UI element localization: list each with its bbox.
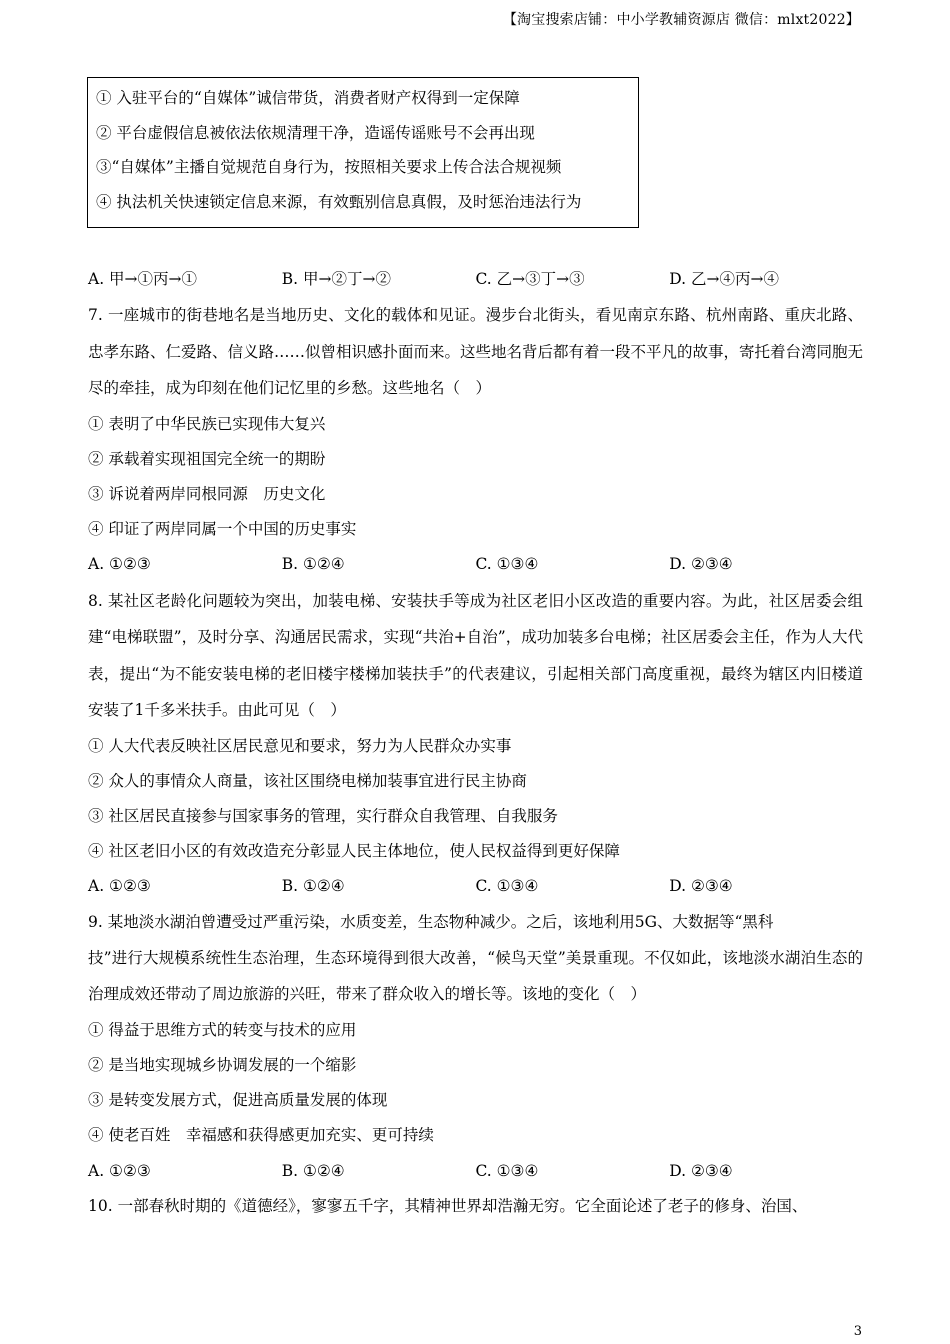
q9-stem: 技”进行大规模系统性生态治理，生态环境得到很大改善，“候鸟天堂”美景重现。不仅如此，该地淡水湖泊生态的治理成效还带动了周边旅游的兴旺，带来了群众收入的增长等。该地的变化（ ） — [88, 948, 863, 1004]
q8-item: ③ 社区居民直接参与国家事务的管理，实行群众自我管理、自我服务 — [88, 807, 558, 825]
q7-stem: 7. 一座城市的街巷地名是当地历史、文化的载体和见证。漫步台北街头，看见南京东路、杭州南路、重庆北路、忠孝东路、仁爱路、信义路……似曾相识感扑面而来。这些地名背后都有着一段不平凡的故事，寄托着台湾同胞无尽的牵挂，成为印刻在他们记忆里的乡愁。这些地名（ ） — [88, 306, 864, 398]
q9-item: ④ 使老百姓 幸福感和获得感更加充实、更可持续 — [88, 1126, 434, 1145]
box-item: ④ 执法机关快速锁定信息来源，有效甄别信息真假，及时惩治违法行为 — [96, 192, 582, 211]
q7-item: ① 表明了中华民族已实现伟大复兴 — [88, 414, 326, 433]
q7-option-b[interactable]: B. ①②④ — [281, 555, 345, 574]
material-box — [87, 77, 639, 228]
q9-option-c[interactable]: C. ①③④ — [475, 1161, 539, 1180]
question-content — [88, 262, 863, 1224]
q7-item: ② 承载着实现祖国完全统一的期盼 — [88, 449, 326, 468]
q8-stem: 8. 某社区老龄化问题较为突出，加装电梯、安装扶手等成为社区老旧小区改造的重要内容。为此，社区居委会组建“电梯联盟”，及时分享、沟通居民需求，实现“共治+自治”，成功加装多台电梯；社区居委会主任，作为人大代表，提出“为不能安装电梯的老旧楼宇楼梯加装扶手”的代表建议，引起相关部门高度重视，最终为辖区内旧楼道安装了1千多米扶手。由此可见（ ） — [88, 591, 863, 720]
box-item: ③“自媒体”主播自觉规范自身行为，按照相关要求上传合法合规视频 — [96, 158, 562, 176]
q9-item: ① 得益于思维方式的转变与技术的应用 — [88, 1020, 357, 1039]
q9-option-b[interactable]: B. ①②④ — [281, 1161, 345, 1180]
q6-options — [88, 262, 863, 297]
q8-option-a[interactable]: A. ①②③ — [88, 877, 151, 896]
q7-option-c[interactable]: C. ①③④ — [475, 555, 539, 574]
q8-item: ① 人大代表反映社区居民意见和要求，努力为人民群众办实事 — [88, 736, 512, 755]
q7-option-a[interactable]: A. ①②③ — [88, 555, 151, 574]
q10-stem: 10. 一部春秋时期的《道德经》，寥寥五千字，其精神世界却浩瀚无穷。它全面论述了老子的修身、治国、 — [88, 1196, 808, 1215]
q8-option-d[interactable]: D. ②③④ — [669, 877, 733, 896]
q8-option-c[interactable]: C. ①③④ — [475, 877, 539, 896]
q7-item: ③ 诉说着两岸同根同源 历史文化 — [88, 485, 326, 504]
q9-option-d[interactable]: D. ②③④ — [669, 1161, 733, 1180]
box-item: ② 平台虚假信息被依法依规清理干净，造谣传谣账号不会再出现 — [96, 123, 535, 142]
q9-item: ② 是当地实现城乡协调发展的一个缩影 — [88, 1055, 357, 1074]
q9-options — [88, 1154, 863, 1189]
q7-option-d[interactable]: D. ②③④ — [669, 555, 733, 574]
page-header: 【淘宝搜索店铺：中小学教辅资源店 微信：mlxt2022】 — [502, 12, 860, 28]
q8-options — [88, 869, 863, 904]
q8-item: ④ 社区老旧小区的有效改造充分彰显人民主体地位，使人民权益得到更好保障 — [88, 842, 620, 861]
q6-option-b[interactable]: B. 甲→②丁→② — [281, 270, 391, 288]
q6-option-d[interactable]: D. 乙→④丙→④ — [669, 270, 779, 288]
q6-option-c[interactable]: C. 乙→③丁→③ — [475, 270, 585, 288]
q9-stem-line1: 9. 某地淡水湖泊曾遭受过严重污染，水质变差，生态物种减少。之后，该地利用5G、大数据等“黑科 — [88, 912, 774, 931]
q6-option-a[interactable]: A. 甲→①丙→① — [88, 270, 198, 288]
q8-option-b[interactable]: B. ①②④ — [281, 877, 345, 896]
q9-item: ③ 是转变发展方式，促进高质量发展的体现 — [88, 1091, 388, 1110]
q7-item: ④ 印证了两岸同属一个中国的历史事实 — [88, 520, 357, 539]
box-item: ① 入驻平台的“自媒体”诚信带货，消费者财产权得到一定保障 — [96, 89, 520, 107]
q9-option-a[interactable]: A. ①②③ — [88, 1161, 151, 1180]
q8-item: ② 众人的事情众人商量，该社区围绕电梯加装事宜进行民主协商 — [88, 771, 527, 790]
page-number: 3 — [853, 1324, 862, 1339]
q7-options — [88, 547, 863, 582]
